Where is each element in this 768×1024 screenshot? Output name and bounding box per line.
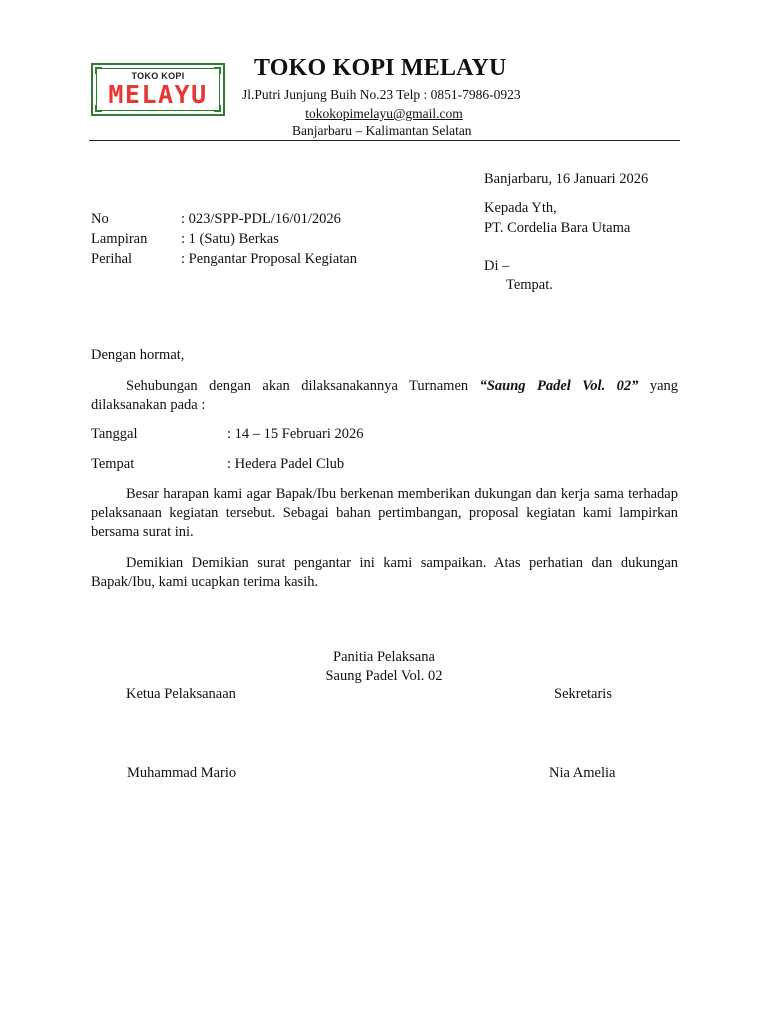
event-name: “Saung Padel Vol. 02” — [479, 378, 639, 394]
meta-no-label: No — [91, 211, 109, 227]
header-divider — [89, 140, 680, 141]
logo-main-text: MELAYU — [108, 80, 208, 109]
salutation: Dengan hormat, — [91, 347, 185, 363]
tempat-label: Tempat — [91, 456, 135, 472]
recipient-di: Di – — [484, 258, 510, 274]
company-title: TOKO KOPI MELAYU — [254, 55, 507, 81]
tempat-value: : Hedera Padel Club — [227, 456, 345, 472]
tanggal-label: Tanggal — [91, 426, 138, 442]
meta-lampiran-value: : 1 (Satu) Berkas — [181, 231, 279, 247]
company-email-link[interactable]: tokokopimelayu@gmail.com — [305, 106, 463, 121]
signature-event: Saung Padel Vol. 02 — [325, 668, 443, 684]
letter-date: Banjarbaru, 16 Januari 2026 — [484, 171, 649, 187]
recipient-name: PT. Cordelia Bara Utama — [484, 220, 631, 236]
logo-top-text: TOKO KOPI — [131, 71, 185, 81]
signature-right-name: Nia Amelia — [549, 765, 616, 781]
paragraph-intro-pre: Sehubungan dengan akan dilaksanakannya Turnamen — [126, 378, 480, 394]
company-email-line — [0, 106, 768, 122]
signature-left-role: Ketua Pelaksanaan — [126, 686, 236, 702]
meta-perihal-value: : Pengantar Proposal Kegiatan — [181, 251, 357, 267]
paragraph-request: Besar harapan kami agar Bapak/Ibu berkenan memberikan dukungan dan kerja sama terhadap pelaksanaan kegiatan tersebut. Sebagai bahan pertimbangan, proposal kegiatan kami lampirkan bersama surat ini. — [91, 486, 678, 540]
recipient-greeting: Kepada Yth, — [484, 200, 557, 216]
tanggal-value: : 14 – 15 Februari 2026 — [227, 426, 364, 442]
company-address: Jl.Putri Junjung Buih No.23 Telp : 0851-7986-0923 — [242, 87, 521, 102]
signature-left-name: Muhammad Mario — [127, 765, 237, 781]
company-city: Banjarbaru – Kalimantan Selatan — [292, 123, 472, 138]
meta-perihal-label: Perihal — [91, 251, 133, 267]
signature-right-role: Sekretaris — [554, 686, 612, 702]
recipient-tempat: Tempat. — [506, 277, 553, 293]
paragraph-intro-line2: dilaksanakan pada : — [91, 397, 206, 413]
signature-committee: Panitia Pelaksana — [333, 649, 435, 665]
meta-no-value: : 023/SPP-PDL/16/01/2026 — [181, 211, 341, 227]
meta-lampiran-label: Lampiran — [91, 231, 148, 247]
paragraph-intro-post: yang — [638, 378, 679, 394]
paragraph-intro-line1 — [91, 377, 678, 396]
paragraph-closing: Demikian Demikian surat pengantar ini kami sampaikan. Atas perhatian dan dukungan Bapak/Ibu, kami ucapkan terima kasih. — [91, 555, 678, 590]
